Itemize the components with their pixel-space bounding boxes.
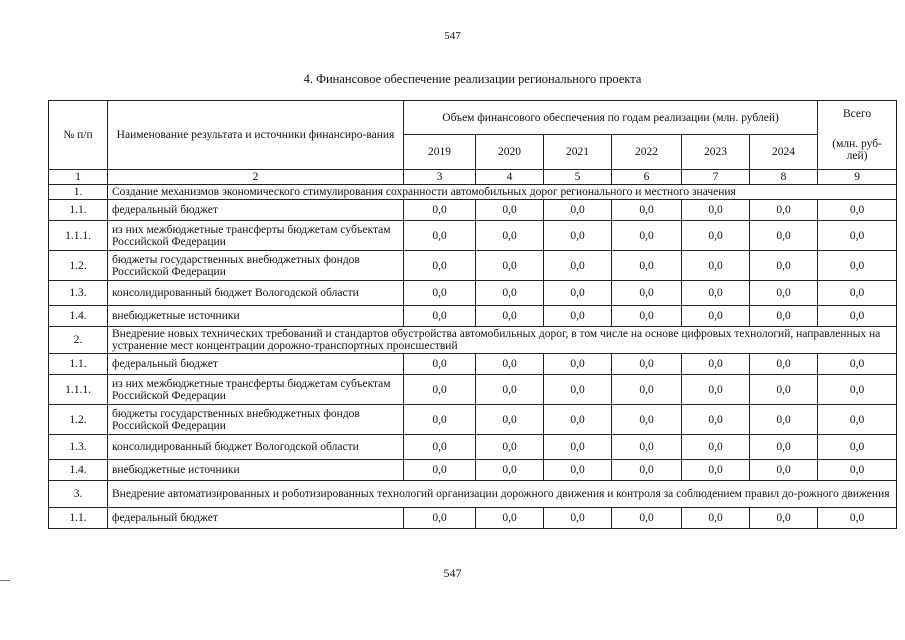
row-value: 0,0 bbox=[750, 435, 818, 460]
row-value: 0,0 bbox=[476, 435, 544, 460]
row-value: 0,0 bbox=[544, 375, 612, 405]
row-value: 0,0 bbox=[544, 281, 612, 306]
row-value: 0,0 bbox=[818, 306, 897, 327]
row-value: 0,0 bbox=[476, 354, 544, 375]
row-value: 0,0 bbox=[750, 460, 818, 481]
row-value: 0,0 bbox=[750, 281, 818, 306]
row-value: 0,0 bbox=[476, 281, 544, 306]
row-value: 0,0 bbox=[612, 375, 682, 405]
row-value: 0,0 bbox=[818, 435, 897, 460]
row-value: 0,0 bbox=[682, 221, 750, 251]
row-value: 0,0 bbox=[818, 508, 897, 529]
column-index: 8 bbox=[750, 170, 818, 185]
row-value: 0,0 bbox=[544, 435, 612, 460]
row-num: 1.4. bbox=[49, 460, 108, 481]
column-index: 7 bbox=[682, 170, 750, 185]
column-index: 5 bbox=[544, 170, 612, 185]
row-value: 0,0 bbox=[750, 375, 818, 405]
row-value: 0,0 bbox=[612, 460, 682, 481]
row-value: 0,0 bbox=[612, 405, 682, 435]
column-index: 9 bbox=[818, 170, 897, 185]
header-total bbox=[818, 101, 897, 170]
row-value: 0,0 bbox=[682, 200, 750, 221]
row-value: 0,0 bbox=[612, 354, 682, 375]
row-num: 1.3. bbox=[49, 435, 108, 460]
row-num: 1.2. bbox=[49, 405, 108, 435]
section-title-cell: Внедрение новых технических требований и стандартов обустройства автомобильных дорог, в том числе на основе цифровых технологий, направленных на устранение мест концентрации дорожно-транспортных происшествий bbox=[108, 327, 897, 354]
row-value: 0,0 bbox=[682, 306, 750, 327]
row-value: 0,0 bbox=[476, 251, 544, 281]
section-num: 1. bbox=[49, 185, 108, 200]
row-value: 0,0 bbox=[818, 375, 897, 405]
row-num: 1.1.1. bbox=[49, 221, 108, 251]
row-value: 0,0 bbox=[544, 354, 612, 375]
row-name: из них межбюджетные трансферты бюджетам субъектам Российской Федерации bbox=[108, 375, 404, 405]
margin-mark bbox=[0, 580, 10, 581]
row-num: 1.1.1. bbox=[49, 375, 108, 405]
row-num: 1.1. bbox=[49, 354, 108, 375]
row-value: 0,0 bbox=[612, 306, 682, 327]
row-value: 0,0 bbox=[818, 354, 897, 375]
row-name: из них межбюджетные трансферты бюджетам субъектам Российской Федерации bbox=[108, 221, 404, 251]
row-value: 0,0 bbox=[404, 435, 476, 460]
header-num: № п/п bbox=[49, 101, 108, 170]
column-index: 1 bbox=[49, 170, 108, 185]
table-row bbox=[49, 221, 897, 251]
row-num: 1.4. bbox=[49, 306, 108, 327]
section-title: 4. Финансовое обеспечение реализации регионального проекта bbox=[303, 72, 642, 86]
header-year: 2024 bbox=[750, 135, 818, 170]
header-volume: Объем финансового обеспечения по годам реализации (млн. рублей) bbox=[404, 101, 818, 135]
table-row bbox=[49, 200, 897, 221]
row-value: 0,0 bbox=[750, 306, 818, 327]
row-value: 0,0 bbox=[476, 221, 544, 251]
row-value: 0,0 bbox=[612, 281, 682, 306]
table-row bbox=[49, 281, 897, 306]
row-value: 0,0 bbox=[404, 375, 476, 405]
row-value: 0,0 bbox=[544, 460, 612, 481]
table-row bbox=[49, 354, 897, 375]
row-value: 0,0 bbox=[404, 306, 476, 327]
header-year: 2020 bbox=[476, 135, 544, 170]
row-value: 0,0 bbox=[476, 508, 544, 529]
section-row bbox=[49, 481, 897, 508]
row-value: 0,0 bbox=[404, 251, 476, 281]
row-value: 0,0 bbox=[544, 251, 612, 281]
table-row bbox=[49, 405, 897, 435]
row-value: 0,0 bbox=[476, 200, 544, 221]
table-row bbox=[49, 251, 897, 281]
row-name: внебюджетные источники bbox=[108, 460, 404, 481]
row-num: 1.3. bbox=[49, 281, 108, 306]
row-value: 0,0 bbox=[750, 200, 818, 221]
section-num: 3. bbox=[49, 481, 108, 508]
row-value: 0,0 bbox=[750, 405, 818, 435]
row-value: 0,0 bbox=[818, 405, 897, 435]
row-value: 0,0 bbox=[612, 508, 682, 529]
financing-table bbox=[48, 100, 897, 529]
row-value: 0,0 bbox=[404, 281, 476, 306]
row-name: федеральный бюджет bbox=[108, 200, 404, 221]
row-value: 0,0 bbox=[612, 251, 682, 281]
page-number-top: 547 bbox=[444, 30, 461, 42]
row-value: 0,0 bbox=[612, 221, 682, 251]
row-value: 0,0 bbox=[544, 200, 612, 221]
header-name: Наименование результата и источники финансиро-вания bbox=[108, 101, 404, 170]
header-year: 2019 bbox=[404, 135, 476, 170]
row-value: 0,0 bbox=[544, 405, 612, 435]
row-value: 0,0 bbox=[818, 221, 897, 251]
row-value: 0,0 bbox=[544, 306, 612, 327]
row-value: 0,0 bbox=[750, 508, 818, 529]
row-value: 0,0 bbox=[750, 354, 818, 375]
row-value: 0,0 bbox=[404, 200, 476, 221]
row-value: 0,0 bbox=[818, 460, 897, 481]
row-value: 0,0 bbox=[818, 281, 897, 306]
row-value: 0,0 bbox=[682, 375, 750, 405]
column-index: 3 bbox=[404, 170, 476, 185]
header-total-line2: (млн. руб-лей) bbox=[832, 138, 882, 162]
row-value: 0,0 bbox=[404, 460, 476, 481]
column-index: 2 bbox=[108, 170, 404, 185]
table-row bbox=[49, 375, 897, 405]
row-value: 0,0 bbox=[682, 281, 750, 306]
row-value: 0,0 bbox=[682, 508, 750, 529]
row-value: 0,0 bbox=[682, 354, 750, 375]
row-value: 0,0 bbox=[818, 251, 897, 281]
header-year: 2022 bbox=[612, 135, 682, 170]
header-year: 2023 bbox=[682, 135, 750, 170]
row-name: консолидированный бюджет Вологодской области bbox=[108, 435, 404, 460]
row-value: 0,0 bbox=[612, 435, 682, 460]
column-index: 6 bbox=[612, 170, 682, 185]
table-row bbox=[49, 508, 897, 529]
table-row bbox=[49, 460, 897, 481]
row-value: 0,0 bbox=[750, 221, 818, 251]
header-year: 2021 bbox=[544, 135, 612, 170]
row-value: 0,0 bbox=[682, 460, 750, 481]
column-index: 4 bbox=[476, 170, 544, 185]
row-value: 0,0 bbox=[750, 251, 818, 281]
row-value: 0,0 bbox=[682, 435, 750, 460]
row-name: внебюджетные источники bbox=[108, 306, 404, 327]
table-row bbox=[49, 306, 897, 327]
table-body bbox=[49, 185, 897, 529]
row-value: 0,0 bbox=[544, 508, 612, 529]
row-value: 0,0 bbox=[404, 221, 476, 251]
row-value: 0,0 bbox=[682, 405, 750, 435]
header-total-line1: Всего bbox=[842, 108, 872, 120]
row-name: консолидированный бюджет Вологодской области bbox=[108, 281, 404, 306]
row-name: федеральный бюджет bbox=[108, 508, 404, 529]
section-row bbox=[49, 327, 897, 354]
row-name: федеральный бюджет bbox=[108, 354, 404, 375]
row-name: бюджеты государственных внебюджетных фондов Российской Федерации bbox=[108, 251, 404, 281]
row-num: 1.2. bbox=[49, 251, 108, 281]
row-value: 0,0 bbox=[404, 354, 476, 375]
row-value: 0,0 bbox=[476, 405, 544, 435]
table-row bbox=[49, 435, 897, 460]
row-value: 0,0 bbox=[404, 508, 476, 529]
row-num: 1.1. bbox=[49, 200, 108, 221]
row-value: 0,0 bbox=[404, 405, 476, 435]
row-value: 0,0 bbox=[476, 375, 544, 405]
row-value: 0,0 bbox=[544, 221, 612, 251]
page-number-bottom: 547 bbox=[443, 566, 462, 580]
row-value: 0,0 bbox=[612, 200, 682, 221]
table-header bbox=[49, 101, 897, 185]
section-row bbox=[49, 185, 897, 200]
section-num: 2. bbox=[49, 327, 108, 354]
row-value: 0,0 bbox=[476, 460, 544, 481]
section-title-cell: Внедрение автоматизированных и роботизированных технологий организации дорожного движения и контроля за соблюдением правил до-рожного движения bbox=[108, 481, 897, 508]
row-value: 0,0 bbox=[476, 306, 544, 327]
row-name: бюджеты государственных внебюджетных фондов Российской Федерации bbox=[108, 405, 404, 435]
section-title-cell: Создание механизмов экономического стимулирования сохранности автомобильных дорог регионального и местного значения bbox=[108, 185, 897, 200]
row-num: 1.1. bbox=[49, 508, 108, 529]
row-value: 0,0 bbox=[818, 200, 897, 221]
row-value: 0,0 bbox=[682, 251, 750, 281]
